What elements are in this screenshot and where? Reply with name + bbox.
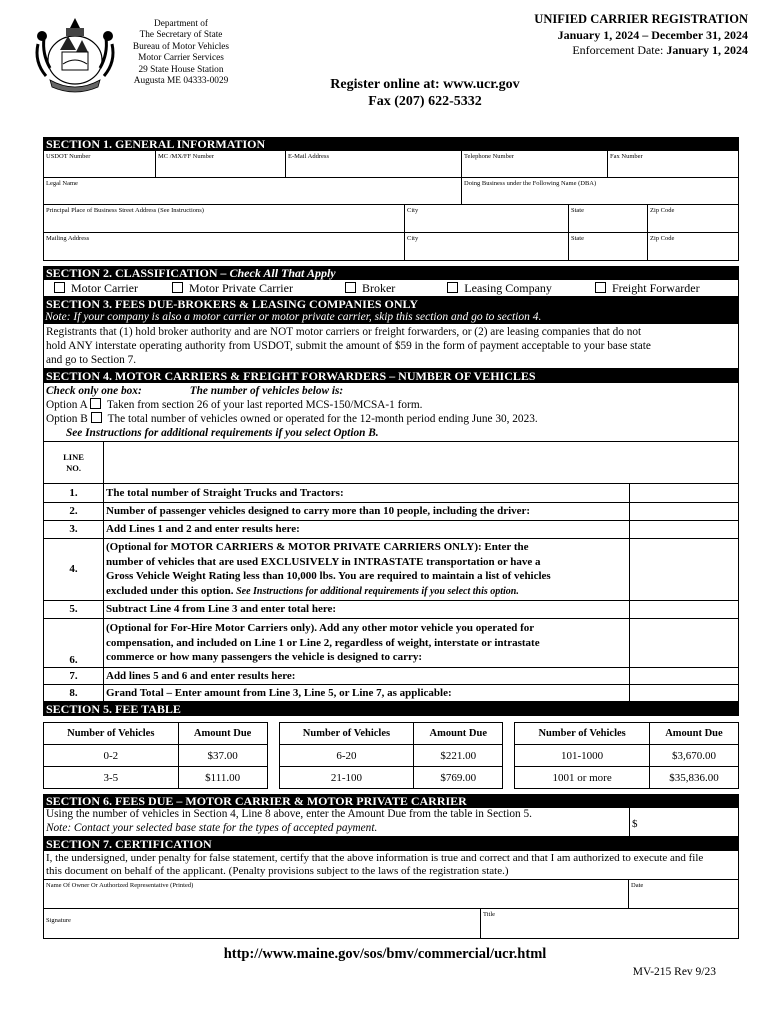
fee-amount: $3,670.00 (649, 745, 738, 767)
vehicles-below-label: The number of vehicles below is: (189, 385, 344, 397)
class-option-leasing-company[interactable] (447, 281, 552, 296)
ucr-title: UNIFIED CARRIER REGISTRATION (534, 12, 748, 26)
line-description: Number of passenger vehicles designed to carry more than 10 people, including the driver: (104, 503, 630, 521)
line-4-text: excluded under this option. (106, 584, 234, 597)
line-number: 2. (44, 503, 104, 521)
fee-gap (267, 723, 279, 745)
line-number: 3. (44, 521, 104, 539)
line-description: Add lines 5 and 6 and enter results here: (104, 668, 630, 685)
principal-zip-field[interactable]: Zip Code (648, 205, 739, 232)
class-option-motor-carrier[interactable] (54, 281, 138, 296)
line-6-text: (Optional for For-Hire Motor Carriers only). Add any other motor vehicle you operated for (106, 622, 535, 635)
usdot-field[interactable]: USDOT Number (44, 151, 156, 177)
option-a-row[interactable] (46, 398, 736, 412)
dept-line: 29 State House Station (138, 64, 224, 75)
mailing-city-field[interactable]: City (405, 233, 569, 260)
table-row (44, 539, 739, 601)
col-amount-header: Amount Due (414, 723, 503, 745)
option-b-row[interactable] (46, 412, 736, 426)
checkbox-icon[interactable] (595, 282, 606, 293)
email-field[interactable]: E-Mail Address (286, 151, 462, 177)
fee-vehicles: 3-5 (44, 767, 179, 789)
line-4-text: number of vehicles that are used EXCLUSIVELY in INTRASTATE transportation or have a (106, 555, 541, 568)
section-2-title (43, 266, 739, 280)
line-8-input[interactable] (630, 685, 739, 702)
checkbox-icon[interactable] (172, 282, 183, 293)
fee-header-row (44, 723, 739, 745)
section-6-instruction: Using the number of vehicles in Section 4, Line 8 above, enter the Amount Due from the table in Section 5. (46, 808, 532, 820)
fee-row (44, 767, 739, 789)
fee-vehicles: 1001 or more (515, 767, 650, 789)
col-amount-header: Amount Due (649, 723, 738, 745)
col-vehicles-header: Number of Vehicles (515, 723, 650, 745)
section-6-note: Note: Contact your selected base state for the types of accepted payment. (46, 821, 378, 834)
fee-gap (503, 745, 515, 767)
dept-line: The Secretary of State (139, 30, 223, 41)
signature-row-2 (43, 909, 739, 939)
table-row (44, 619, 739, 668)
check-only-label: Check only one box: (46, 385, 142, 397)
line-7-input[interactable] (630, 668, 739, 685)
line-5-input[interactable] (630, 601, 739, 619)
line-4-text: (Optional for MOTOR CARRIERS & MOTOR PRIVATE CARRIERS ONLY): Enter the (106, 541, 529, 553)
line-6-text: compensation, and included on Line 1 or Line 2, regardless of weight, interstate or intrastate (106, 636, 540, 649)
fee-vehicles: 0-2 (44, 745, 179, 767)
table-row (44, 668, 739, 685)
line-description (104, 539, 630, 601)
line-2-input[interactable] (630, 503, 739, 521)
signature-row-1 (43, 879, 739, 909)
printed-name-field[interactable]: Name Of Owner Or Authorized Representative (Printed) (44, 880, 629, 908)
vehicle-lines-table (43, 441, 739, 702)
class-option-motor-private-carrier[interactable] (172, 281, 293, 296)
ucr-form (43, 137, 739, 939)
checkbox-icon[interactable] (447, 282, 458, 293)
line-number: 8. (44, 685, 104, 702)
fee-vehicles: 101-1000 (515, 745, 650, 767)
line-4-text-last (106, 584, 627, 600)
title-field[interactable]: Title (481, 909, 739, 938)
fee-gap (503, 767, 515, 789)
option-b-instructions: See Instructions for additional requirements if you select Option B. (66, 427, 379, 439)
principal-city-field[interactable]: City (405, 205, 569, 232)
table-row (44, 685, 739, 702)
department-address (122, 19, 240, 87)
dba-field[interactable]: Doing Business under the Following Name (DBA) (462, 178, 739, 204)
section-6-title: SECTION 6. FEES DUE – MOTOR CARRIER & MOTOR PRIVATE CARRIER (43, 794, 739, 808)
table-row (44, 521, 739, 539)
mailing-address-field[interactable]: Mailing Address (44, 233, 405, 260)
section-7-title: SECTION 7. CERTIFICATION (43, 837, 739, 851)
enforcement-value: January 1, 2024 (666, 43, 748, 57)
section-3-text (43, 324, 739, 369)
fee-amount: $221.00 (414, 745, 503, 767)
line-6-input[interactable] (630, 619, 739, 668)
line-description: Grand Total – Enter amount from Line 3, Line 5, or Line 7, as applicable: (104, 685, 630, 702)
date-field[interactable]: Date (629, 880, 739, 908)
section-3-note: Note: If your company is also a motor carrier or motor private carrier, skip this section and go to section 4. (43, 311, 739, 324)
register-info (300, 76, 550, 110)
section-4-title: SECTION 4. MOTOR CARRIERS & FREIGHT FORWARDERS – NUMBER OF VEHICLES (43, 369, 739, 383)
line-description: Add Lines 1 and 2 and enter results here: (104, 521, 630, 539)
classification-row (43, 280, 739, 297)
checkbox-icon[interactable] (54, 282, 65, 293)
info-row-1 (43, 151, 739, 178)
principal-address-field[interactable]: Principal Place of Business Street Address (See Instructions) (44, 205, 405, 232)
mailing-zip-field[interactable]: Zip Code (648, 233, 739, 260)
line-4-text: Gross Vehicle Weight Rating less than 10,000 lbs. You are required to maintain a list of vehicles (106, 570, 551, 582)
line-header-2: NO. (66, 462, 81, 473)
class-option-freight-forwarder[interactable] (595, 281, 700, 296)
line-number: 4. (44, 539, 104, 601)
option-a-label: Option A (46, 399, 88, 411)
dept-line: Motor Carrier Services (138, 53, 224, 64)
line-description: Subtract Line 4 from Line 3 and enter total here: (104, 601, 630, 619)
col-vehicles-header: Number of Vehicles (279, 723, 414, 745)
class-label: Leasing Company (464, 280, 552, 295)
option-b-label: Option B (46, 413, 88, 425)
certification-line: this document on behalf of the applicant. (Penalty provisions subject to the laws of the registration state.) (46, 865, 509, 877)
checkbox-icon[interactable] (345, 282, 356, 293)
mailing-state-field[interactable]: State (569, 233, 648, 260)
fee-gap (267, 745, 279, 767)
dept-line: Bureau of Motor Vehicles (132, 41, 230, 52)
register-online: Register online at: www.ucr.gov (330, 77, 520, 92)
line-number: 5. (44, 601, 104, 619)
line-description: The total number of Straight Trucks and Tractors: (104, 484, 630, 503)
line-3-input[interactable] (630, 521, 739, 539)
section-7-text (43, 851, 739, 879)
table-header-row (44, 442, 739, 484)
line-1-input[interactable] (630, 484, 739, 503)
section-6-row (43, 808, 739, 837)
section-6-text (44, 808, 629, 836)
class-label: Motor Private Carrier (188, 280, 293, 295)
info-row-2 (43, 178, 739, 205)
class-label: Freight Forwarder (611, 280, 700, 295)
fax-number: Fax (207) 622-5332 (368, 94, 482, 109)
fee-table (43, 722, 739, 789)
section-2-title-text: SECTION 2. CLASSIFICATION (46, 266, 218, 280)
signature-field[interactable]: Signature (44, 909, 481, 938)
fee-amount: $769.00 (414, 767, 503, 789)
ucr-header (534, 12, 748, 59)
principal-state-field[interactable]: State (569, 205, 648, 232)
section-3-line: and go to Section 7. (46, 354, 137, 366)
info-row-3 (43, 205, 739, 233)
mc-number-field[interactable]: MC /MX/FF Number (156, 151, 286, 177)
option-b-text: The total number of vehicles owned or operated for the 12-month period ending June 30, 2023. (107, 413, 538, 425)
table-row (44, 601, 739, 619)
class-label: Broker (361, 280, 396, 295)
section-2-title-italic: – Check All That Apply (217, 266, 336, 280)
class-option-broker[interactable] (345, 281, 395, 296)
line-no-header (44, 442, 104, 484)
info-row-4 (43, 233, 739, 261)
line-description (104, 619, 630, 668)
footer-url[interactable]: http://www.maine.gov/sos/bmv/commercial/ucr.html (223, 946, 547, 962)
line-number: 1. (44, 484, 104, 503)
amount-due-input[interactable]: $ (629, 808, 738, 836)
maine-state-seal (30, 14, 120, 96)
section-4-check-header (46, 384, 736, 398)
fax-field[interactable]: Fax Number (608, 151, 739, 177)
fee-vehicles: 6-20 (279, 745, 414, 767)
fee-gap (267, 767, 279, 789)
ucr-dates: January 1, 2024 – December 31, 2024 (557, 27, 748, 42)
line-header-1: LINE (63, 451, 84, 462)
table-row (44, 484, 739, 503)
line-6-text: commerce or how many passengers the vehicle is designed to carry: (106, 651, 423, 664)
section-4-options (43, 383, 739, 441)
telephone-field[interactable]: Telephone Number (462, 151, 608, 177)
line-4-input[interactable] (630, 539, 739, 601)
certification-line: I, the undersigned, under penalty for false statement, certify that the above information is true and correct and that I am authorized to execute and file (46, 852, 704, 864)
checkbox-icon[interactable] (90, 398, 101, 409)
form-revision: MV-215 Rev 9/23 (632, 966, 716, 978)
section-3-title: SECTION 3. FEES DUE-BROKERS & LEASING COMPANIES ONLY (43, 297, 739, 311)
line-number: 6. (44, 619, 104, 668)
enforcement-label: Enforcement Date: (572, 43, 667, 57)
fee-amount: $111.00 (178, 767, 267, 789)
section-3-line: hold ANY interstate operating authority from USDOT, submit the amount of $59 in the form of payment acceptable to your base state (46, 340, 651, 352)
col-vehicles-header: Number of Vehicles (44, 723, 179, 745)
legal-name-field[interactable]: Legal Name (44, 178, 462, 204)
header-spacer (104, 442, 739, 484)
fee-row (44, 745, 739, 767)
fee-vehicles: 21-100 (279, 767, 414, 789)
line-number: 7. (44, 668, 104, 685)
line-4-italic-note: See Instructions for additional requirements if you select this option. (233, 585, 519, 597)
class-label: Motor Carrier (71, 280, 138, 295)
section-3-line: Registrants that (1) hold broker authority and are NOT motor carriers or freight forwarders, or (2) are leasing companies that do not (46, 326, 642, 338)
dept-line: Department of (154, 19, 208, 29)
fee-gap (503, 723, 515, 745)
option-a-text: Taken from section 26 of your last reported MCS-150/MCSA-1 form. (106, 399, 423, 411)
col-amount-header: Amount Due (178, 723, 267, 745)
fee-amount: $35,836.00 (649, 767, 738, 789)
fee-amount: $37.00 (178, 745, 267, 767)
dept-line: Augusta ME 04333-0029 (133, 76, 229, 87)
section-5-title: SECTION 5. FEE TABLE (43, 702, 739, 716)
enforcement-date (534, 43, 748, 59)
table-row (44, 503, 739, 521)
section-1-title: SECTION 1. GENERAL INFORMATION (43, 137, 739, 151)
checkbox-icon[interactable] (91, 412, 102, 423)
